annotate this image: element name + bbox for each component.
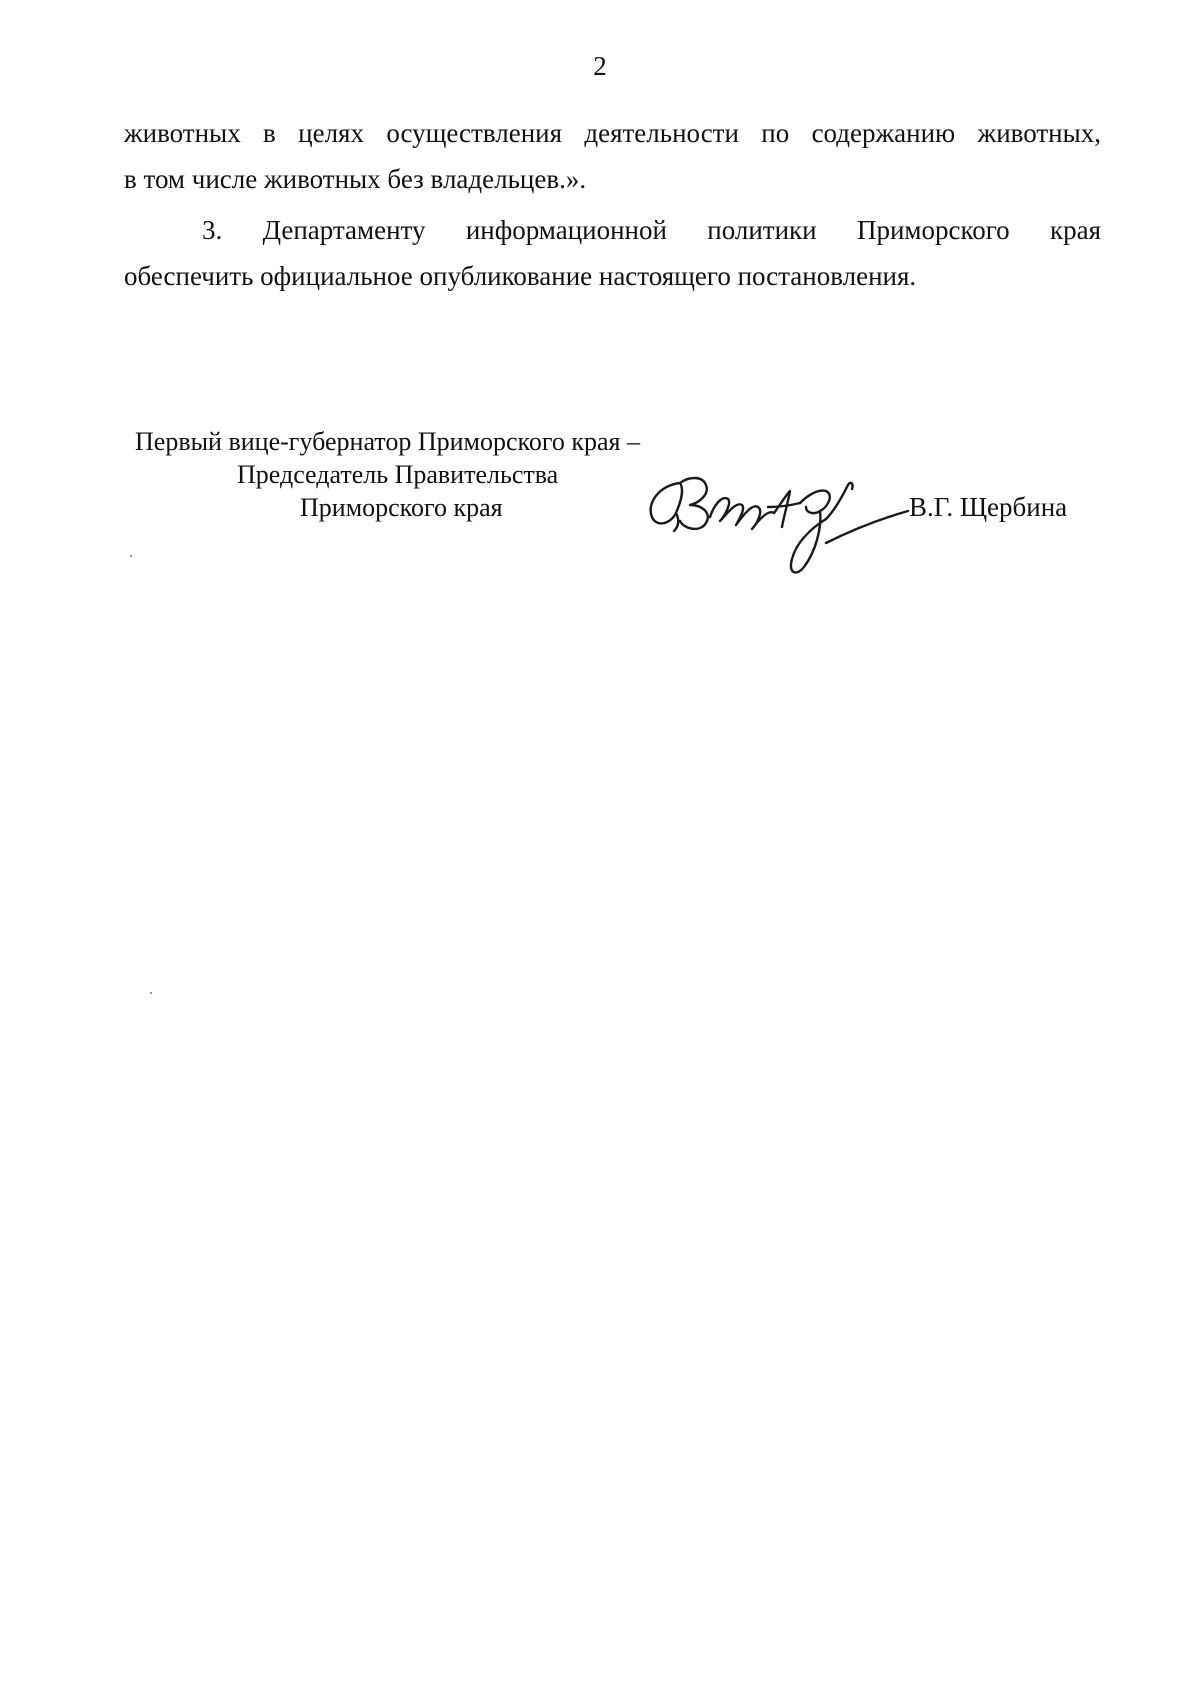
signer-position-line: Первый вице-губернатор Приморского края –: [135, 427, 640, 456]
paragraph-continuation: [124, 110, 1101, 202]
scan-speck: [130, 555, 132, 557]
text-line: обеспечить официальное опубликование настоящего постановления.: [124, 261, 917, 291]
signer-position-line: Председатель Правительства: [237, 460, 559, 489]
text-line: животных в целях осуществления деятельности по содержанию животных,: [124, 118, 1101, 148]
signer-name: В.Г. Щербина: [909, 492, 1068, 522]
handwritten-signature-icon: [640, 455, 920, 595]
paragraph-item-3: [124, 207, 1101, 299]
text-line: в том числе животных без владельцев.».: [124, 164, 587, 194]
signer-position-line: Приморского края: [300, 493, 503, 522]
scan-speck: [150, 992, 152, 994]
page-number: 2: [593, 51, 607, 81]
text-line: 3. Департаменту информационной политики Приморского края: [202, 215, 1101, 245]
